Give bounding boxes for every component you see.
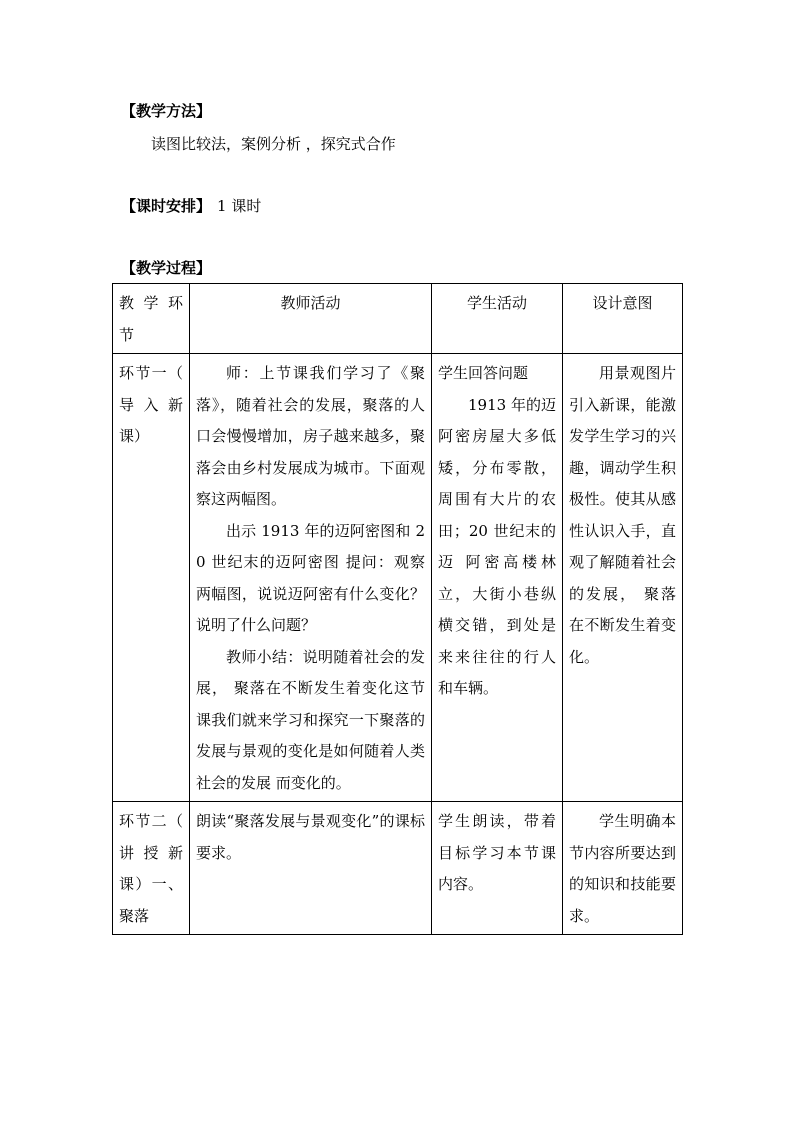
row1-teacher-activity (190, 354, 432, 802)
row2-student-para-1: 学生朗读，带着目标学习本节课内容。 (438, 812, 556, 893)
teaching-process-heading: 【教学过程】 (121, 259, 212, 277)
row1-design-intent: 用景观图片引入新课，能激发学生学习的兴趣，调动学生积极性。使其从感性认识入手，直观了解随着社会的发展， 聚落在不断发生着变化。 (563, 354, 683, 802)
teaching-method-text: 读图比较法，案例分析 ，探究式合作 (151, 135, 396, 153)
table-row (113, 354, 683, 802)
teaching-process-table (112, 283, 683, 935)
schedule-text: 1 课时 (217, 197, 262, 215)
header-teacher-activity: 教师活动 (190, 284, 432, 354)
row2-teacher-activity (190, 802, 432, 935)
teaching-method-heading: 【教学方法】 (121, 102, 212, 120)
row1-student-para-1: 学生回答问题 (438, 364, 529, 382)
schedule-heading-line (121, 196, 261, 216)
row2-design-intent: 学生明确本节内容所要达到的知识和技能要求。 (563, 802, 683, 935)
row1-student-activity (432, 354, 563, 802)
table-row (113, 802, 683, 935)
row2-student-activity (432, 802, 563, 935)
row1-student-para-2: 1913 年的迈阿密房屋大多低矮，分布零散，周围有大片的农田；20 世纪末的迈 阿密高楼林立，大街小巷纵横交错，到处是来来往往的行人和车辆。 (438, 395, 556, 697)
row1-teacher-para-3: 教师小结：说明随着社会的发展， 聚落在不断发生着变化这节课我们就来学习和探究一下聚落的发展与景观的变化是如何随着人类社会的发展 而变化的。 (196, 647, 425, 792)
row2-teacher-para-1: 朗读“聚落发展与景观变化”的课标要求。 (196, 812, 425, 862)
row1-teacher-para-1: 师：上节课我们学习了《聚落》，随着社会的发展，聚落的人口会慢慢增加，房子越来越多，聚落会由乡村发展成为城市。下面观察这两幅图。 (196, 364, 425, 508)
header-student-activity: 学生活动 (432, 284, 563, 354)
table-header-row (113, 284, 683, 354)
header-design-intent: 设计意图 (563, 284, 683, 354)
schedule-heading: 【课时安排】 (121, 197, 212, 215)
header-stage: 教 学 环 节 (113, 284, 190, 354)
row1-stage: 环节一（ 导 入 新课） (113, 354, 190, 802)
row1-teacher-para-2: 出示 1913 年的迈阿密图和 20 世纪末的迈阿密图 提问：观察两幅图，说说迈阿密有什么变化？说明了什么问题？ (196, 521, 425, 634)
row2-stage: 环节二（ 讲 授 新课）一、聚落 (113, 802, 190, 935)
